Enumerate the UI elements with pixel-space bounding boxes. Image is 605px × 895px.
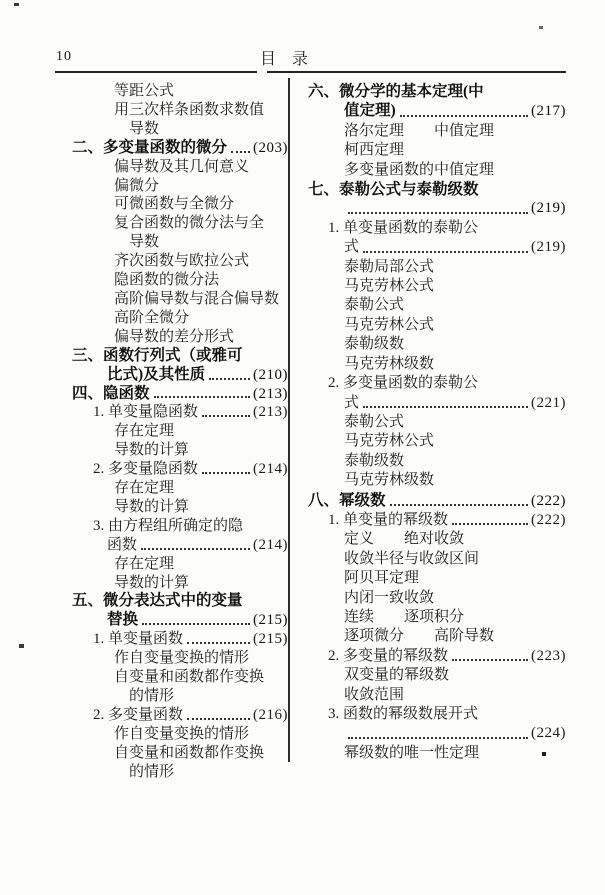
toc-line — [57, 328, 288, 347]
toc-page-number: (221) — [531, 394, 566, 411]
toc-line — [57, 347, 288, 366]
toc-entry-text: 偏导数及其几何意义 — [114, 158, 250, 175]
toc-line — [57, 195, 288, 214]
toc-entry-text: 阿贝耳定理 — [344, 570, 420, 587]
dot-leader — [348, 737, 528, 739]
toc-line — [300, 627, 566, 646]
toc-entry-text: 1. 单变量函数 — [93, 631, 184, 648]
toc-line — [300, 238, 566, 257]
toc-entry-text: 三、函数行列式（或雅可 — [72, 346, 243, 364]
toc-line — [300, 550, 566, 569]
dot-leader — [187, 642, 250, 644]
toc-entry-text: 2. 多变量的幂级数 — [328, 647, 449, 664]
toc-line — [57, 725, 288, 744]
toc-entry-text: 存在定理 — [114, 480, 175, 497]
toc-entry-text: 定义 绝对收敛 — [344, 531, 465, 548]
toc-line — [300, 374, 566, 393]
toc-line — [300, 296, 566, 315]
dot-leader — [452, 523, 528, 525]
toc-page-number: (222) — [531, 492, 566, 509]
toc-entry-text: 逐项微分 高阶导数 — [344, 628, 495, 645]
toc-entry-text: 高阶偏导数与混合偏导数 — [114, 290, 280, 307]
toc-entry-text: 洛尔定理 中值定理 — [344, 122, 495, 139]
toc-entry-text: 导数的计算 — [114, 574, 190, 591]
toc-line — [300, 141, 566, 160]
toc-line — [300, 511, 566, 530]
toc-page-number: (217) — [531, 103, 566, 120]
dot-leader — [363, 406, 528, 408]
toc-line — [300, 161, 566, 180]
toc-entry-text: 2. 多变量函数 — [93, 706, 184, 723]
toc-line — [300, 258, 566, 277]
toc-line — [300, 277, 566, 296]
toc-line — [57, 649, 288, 668]
toc-entry-text: 自变量和函数都作变换 — [114, 744, 265, 761]
toc-line — [57, 536, 288, 555]
toc-entry-text: 双变量的幂级数 — [344, 667, 450, 684]
toc-entry-text: 泰勒级数 — [344, 336, 405, 353]
toc-entry-text: 偏导数的差分形式 — [114, 328, 235, 345]
page-number: 10 — [56, 49, 72, 64]
toc-line — [57, 252, 288, 271]
toc-entry-text: 导数的计算 — [114, 498, 190, 515]
toc-line — [300, 686, 566, 705]
toc-entry-text: 比式)及其性质 — [107, 365, 206, 383]
toc-line — [300, 530, 566, 549]
toc-entry-text: 齐次函数与欧拉公式 — [114, 253, 250, 270]
toc-page-number: (215) — [253, 631, 288, 648]
toc-line — [300, 744, 566, 763]
toc-line — [300, 101, 566, 121]
toc-entry-text: 作自变量变换的情形 — [114, 650, 250, 667]
toc-line — [300, 491, 566, 511]
dot-leader — [363, 251, 528, 253]
toc-line — [57, 139, 288, 158]
toc-entry-text: 2. 多变量隐函数 — [93, 461, 199, 478]
toc-entry-text: 可微函数与全微分 — [114, 196, 235, 213]
toc-entry-text: 的情形 — [129, 763, 175, 780]
toc-line — [300, 122, 566, 141]
toc-page-number: (214) — [253, 461, 288, 478]
toc-line — [57, 574, 288, 593]
toc-line — [57, 763, 288, 782]
toc-line — [57, 120, 288, 139]
column-divider — [288, 78, 290, 762]
toc-page-number: (203) — [253, 139, 288, 156]
toc-entry-text: 八、幂级数 — [308, 491, 386, 509]
toc-line — [57, 403, 288, 422]
toc-line — [57, 441, 288, 460]
toc-entry-text: 四、隐函数 — [72, 384, 150, 402]
toc-entry-text: 七、泰勒公式与泰勒级数 — [308, 181, 479, 199]
toc-entry-text: 1. 单变量函数的泰勒公 — [328, 219, 479, 236]
toc-page-number: (222) — [531, 511, 566, 528]
dot-leader — [142, 623, 250, 625]
toc-entry-text: 导数的计算 — [114, 442, 190, 459]
toc-line — [300, 316, 566, 335]
toc-line — [300, 569, 566, 588]
toc-line — [57, 555, 288, 574]
toc-entry-text: 马克劳林公式 — [344, 433, 435, 450]
toc-line — [57, 82, 288, 101]
toc-line — [300, 647, 566, 666]
toc-entry-text: 1. 单变量隐函数 — [93, 404, 199, 421]
toc-page-number: (219) — [531, 239, 566, 256]
toc-page-number: (223) — [531, 647, 566, 664]
toc-line — [300, 199, 566, 218]
toc-entry-text: 用三次样条函数求数值 — [114, 101, 265, 118]
toc-entry-text: 多变量函数的中值定理 — [344, 161, 495, 178]
toc-line — [57, 592, 288, 611]
toc-line — [57, 706, 288, 725]
toc-entry-text: 式 — [344, 239, 360, 256]
dot-leader — [202, 415, 250, 417]
toc-line — [57, 233, 288, 252]
toc-entry-text: 收敛范围 — [344, 686, 405, 703]
toc-page-number: (215) — [253, 612, 288, 629]
toc-entry-text: 导数 — [129, 120, 160, 137]
toc-entry-text: 马克劳林级数 — [344, 355, 435, 372]
toc-line — [57, 687, 288, 706]
toc-entry-text: 泰勒公式 — [344, 297, 405, 314]
toc-left-column — [57, 82, 288, 782]
scan-artifact — [14, 3, 19, 6]
toc-line — [57, 214, 288, 233]
dot-leader — [209, 378, 250, 380]
toc-line — [300, 589, 566, 608]
toc-entry-text: 马克劳林公式 — [344, 316, 435, 333]
toc-line — [57, 177, 288, 196]
toc-entry-text: 隐函数的微分法 — [114, 272, 220, 289]
toc-line — [57, 630, 288, 649]
toc-right-column — [300, 82, 566, 763]
toc-entry-text: 自变量和函数都作变换 — [114, 669, 265, 686]
toc-page-number: (213) — [253, 385, 288, 402]
toc-line — [300, 355, 566, 374]
page-title: 目 录 — [259, 51, 308, 68]
toc-entry-text: 复合函数的微分法与全 — [114, 215, 265, 232]
toc-line — [57, 101, 288, 120]
toc-entry-text: 高阶全微分 — [114, 309, 190, 326]
dot-leader — [202, 472, 250, 474]
dot-leader — [231, 151, 250, 153]
scan-artifact — [19, 644, 24, 648]
toc-line — [300, 413, 566, 432]
toc-page-number: (224) — [531, 725, 566, 742]
toc-page-number: (214) — [253, 536, 288, 553]
toc-line — [300, 471, 566, 490]
toc-line — [300, 335, 566, 354]
dot-leader — [187, 718, 250, 720]
toc-line — [300, 452, 566, 471]
toc-line — [57, 366, 288, 385]
dot-leader — [141, 548, 250, 550]
toc-entry-text: 内闭一致收敛 — [344, 589, 435, 606]
toc-entry-text: 二、多变量函数的微分 — [72, 138, 228, 156]
toc-entry-text: 幂级数的唯一性定理 — [344, 744, 480, 761]
toc-entry-text: 存在定理 — [114, 423, 175, 440]
toc-page-number: (210) — [253, 366, 288, 383]
header-rule-right — [267, 71, 566, 73]
toc-page-number: (213) — [253, 404, 288, 421]
toc-entry-text: 存在定理 — [114, 555, 175, 572]
toc-entry-text: 的情形 — [129, 688, 175, 704]
toc-entry-text: 泰勒公式 — [344, 413, 405, 430]
toc-line — [300, 705, 566, 724]
toc-entry-text: 五、微分表达式中的变量 — [72, 592, 243, 610]
toc-entry-text: 泰勒级数 — [344, 452, 405, 469]
toc-line — [300, 219, 566, 238]
toc-line — [57, 385, 288, 404]
toc-entry-text: 2. 多变量函数的泰勒公 — [328, 375, 479, 392]
toc-line — [300, 180, 566, 199]
toc-entry-text: 作自变量变换的情形 — [114, 725, 250, 742]
toc-line — [57, 668, 288, 687]
toc-line — [300, 608, 566, 627]
toc-entry-text: 式 — [344, 394, 360, 411]
toc-line — [300, 82, 566, 101]
toc-line — [300, 394, 566, 413]
dot-leader — [154, 396, 250, 398]
toc-line — [57, 271, 288, 290]
toc-line — [57, 460, 288, 479]
toc-line — [300, 666, 566, 685]
toc-entry-text: 柯西定理 — [344, 142, 405, 159]
toc-entry-text: 马克劳林公式 — [344, 278, 435, 295]
toc-page-number: (219) — [531, 200, 566, 217]
toc-page-number: (216) — [253, 706, 288, 723]
scan-artifact — [539, 26, 543, 29]
toc-entry-text: 连续 逐项积分 — [344, 608, 465, 625]
dot-leader — [400, 115, 528, 117]
scan-artifact — [542, 752, 546, 756]
toc-entry-text: 马克劳林级数 — [344, 472, 435, 489]
toc-line — [57, 158, 288, 177]
toc-line — [57, 517, 288, 536]
toc-entry-text: 3. 由方程组所确定的隐 — [93, 517, 244, 534]
toc-entry-text: 1. 单变量的幂级数 — [328, 511, 449, 528]
toc-entry-text: 导数 — [129, 234, 160, 251]
toc-entry-text: 值定理) — [344, 102, 396, 120]
toc-entry-text: 3. 函数的幂级数展开式 — [328, 706, 479, 722]
toc-entry-text: 泰勒局部公式 — [344, 258, 435, 275]
toc-line — [57, 611, 288, 630]
dot-leader — [390, 504, 528, 506]
toc-line — [57, 422, 288, 441]
toc-line — [57, 744, 288, 763]
toc-entry-text: 六、微分学的基本定理(中 — [308, 83, 484, 100]
toc-line — [300, 432, 566, 451]
toc-entry-text: 收敛半径与收敛区间 — [344, 550, 480, 567]
toc-entry-text: 函数 — [107, 536, 138, 553]
toc-entry-text: 偏微分 — [114, 177, 160, 194]
header-rule-left — [55, 71, 257, 73]
toc-entry-text: 等距公式 — [114, 83, 175, 99]
toc-line — [57, 479, 288, 498]
toc-line — [300, 724, 566, 743]
toc-entry-text: 替换 — [107, 611, 139, 629]
dot-leader — [452, 659, 528, 661]
toc-line — [57, 309, 288, 328]
toc-line — [57, 498, 288, 517]
toc-line — [57, 290, 288, 309]
dot-leader — [348, 212, 528, 214]
